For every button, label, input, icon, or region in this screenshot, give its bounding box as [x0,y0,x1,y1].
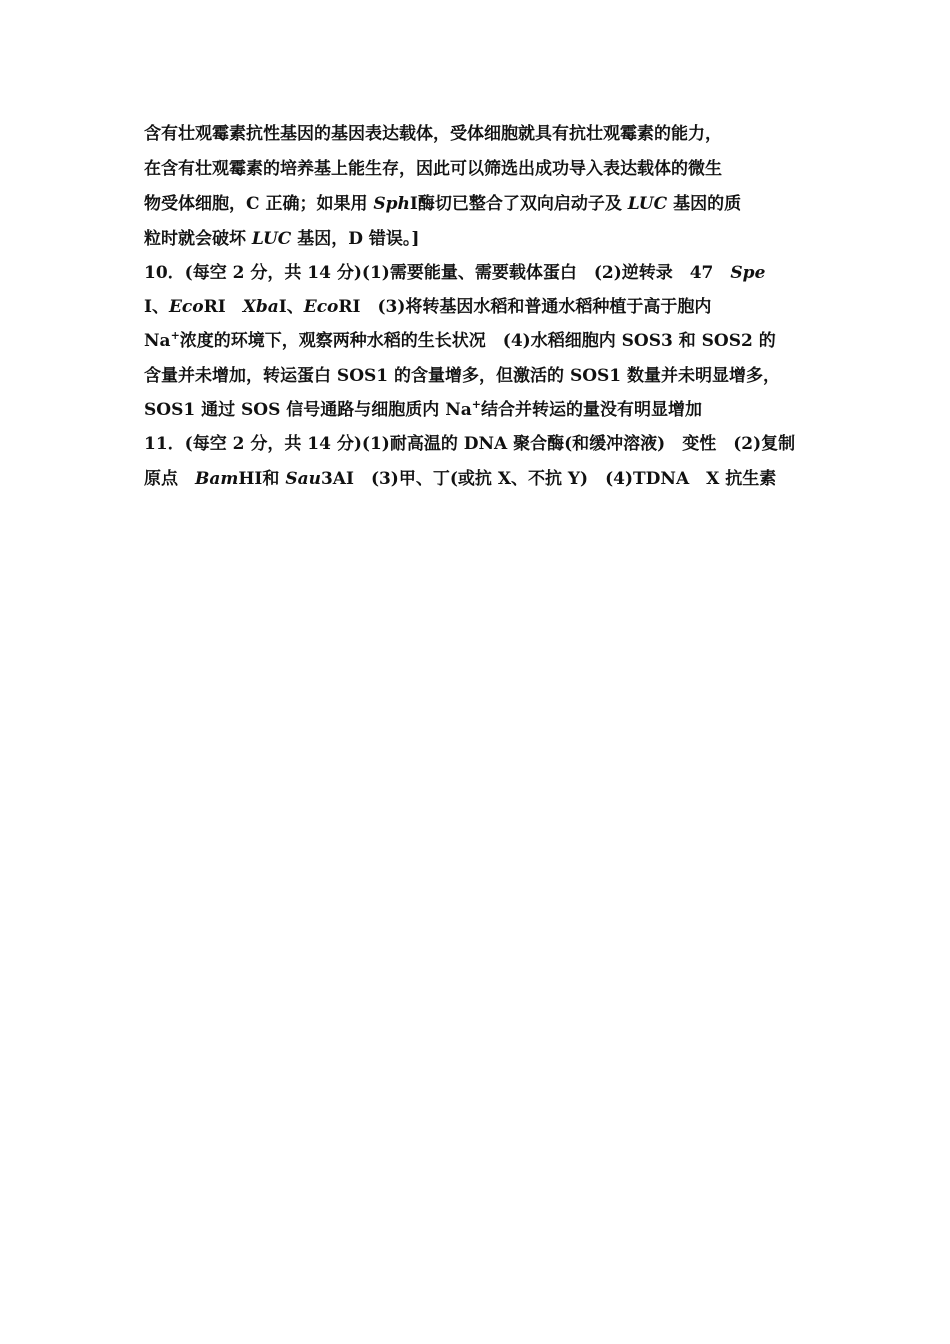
explanation-line-4 [144,228,834,250]
answer-10-line-3 [144,330,834,354]
text-segment: 结合并转运的量没有明显增加 [481,400,702,420]
text-segment: 粒时就会破坏 [144,229,252,249]
text-segment: 3AⅠ (3)甲、丁(或抗 X、不抗 Y) (4)TDNA X 抗生素 [320,469,777,489]
text-segment: 11．(每空 2 分，共 14 分)(1)耐高温的 DNA 聚合酶(和缓冲溶液) 变性 (2)复制 [144,434,796,454]
text-segment: 原点 [144,469,195,489]
italic-term: Eco [168,297,204,317]
italic-term: Xba [242,297,279,317]
text-segment: 在含有壮观霉素的培养基上能生存，因此可以筛选出成功导入表达载体的微生 [144,159,722,179]
text-segment: 含有壮观霉素抗性基因的基因表达载体，受体细胞就具有抗壮观霉素的能力， [144,124,722,144]
text-segment: 基因的质 [667,194,742,214]
explanation-line-2 [144,158,834,180]
text-segment: SOS1 通过 SOS 信号通路与细胞质内 Na [144,400,472,420]
explanation-line-3 [144,193,834,215]
answer-11-line-2 [144,468,834,490]
text-segment: Ⅰ酶切已整合了双向启动子及 [409,194,628,214]
text-segment: 基因，D 错误。] [291,229,420,249]
answer-10-line-5 [144,399,834,423]
italic-term: Sph [373,194,410,214]
italic-term: LUC [251,229,292,249]
text-segment: 10．(每空 2 分，共 14 分)(1)需要能量、需要载体蛋白 (2)逆转录 47 [144,263,731,283]
answer-10-line-4 [144,365,834,387]
text-segment: HⅠ和 [238,469,286,489]
answer-10-line-1 [144,262,834,284]
text-segment: RⅠ [203,297,243,317]
answer-11-line-1 [144,433,834,455]
italic-term: LUC [627,194,668,214]
italic-term: Spe [730,263,766,283]
text-segment: 物受体细胞，C 正确；如果用 [144,194,374,214]
text-segment: Ⅰ、 [144,297,169,317]
text-segment: RⅠ (3)将转基因水稻和普通水稻种植于高于胞内 [338,297,712,317]
text-segment: 含量并未增加，转运蛋白 SOS1 的含量增多，但激活的 SOS1 数量并未明显增多， [144,366,781,386]
answer-10-line-2 [144,296,834,318]
italic-term: Sau [285,469,321,489]
text-segment: Na [144,331,171,351]
italic-term: Bam [195,469,239,489]
explanation-line-1 [144,123,834,145]
text-segment: Ⅰ、 [278,297,304,317]
italic-term: Eco [303,297,339,317]
superscript: + [170,329,180,342]
superscript: + [471,398,481,411]
text-segment: 浓度的环境下，观察两种水稻的生长状况 (4)水稻细胞内 SOS3 和 SOS2 的 [179,331,776,351]
